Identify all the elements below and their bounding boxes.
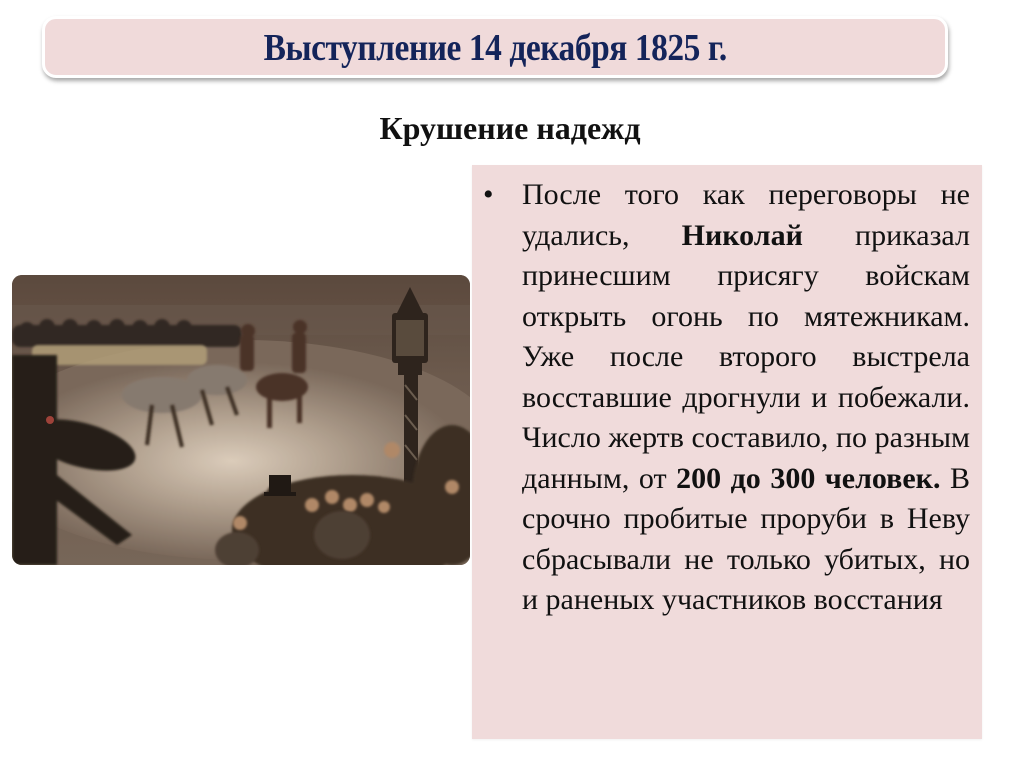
slide-subtitle: Крушение надежд bbox=[379, 110, 641, 146]
text-box bbox=[472, 165, 982, 739]
painting-illustration bbox=[12, 275, 470, 565]
bullet-paragraph bbox=[522, 175, 970, 621]
bullet-icon: • bbox=[483, 178, 494, 211]
title-bar bbox=[42, 16, 948, 78]
text-segment-bold-casualties: 200 до 300 человек. bbox=[676, 461, 941, 495]
text-segment-bold-nikolai: Николай bbox=[681, 218, 803, 252]
text-segment: После того как переговоры не удались, bbox=[522, 178, 970, 252]
text-segment: В срочно пробитые проруби в Неву сбрасывали не только убитых, но и раненых участников восстания bbox=[522, 461, 971, 616]
text-segment: приказал принесшим присягу войскам открыть огонь по мятежникам. Уже после второго выстрела восставшие дрогнули и побежали. Число жертв составило, по разным данным, от bbox=[522, 218, 970, 495]
painting-image bbox=[12, 275, 470, 565]
slide-title: Выступление 14 декабря 1825 г. bbox=[263, 27, 727, 69]
bullet-item bbox=[472, 175, 970, 621]
